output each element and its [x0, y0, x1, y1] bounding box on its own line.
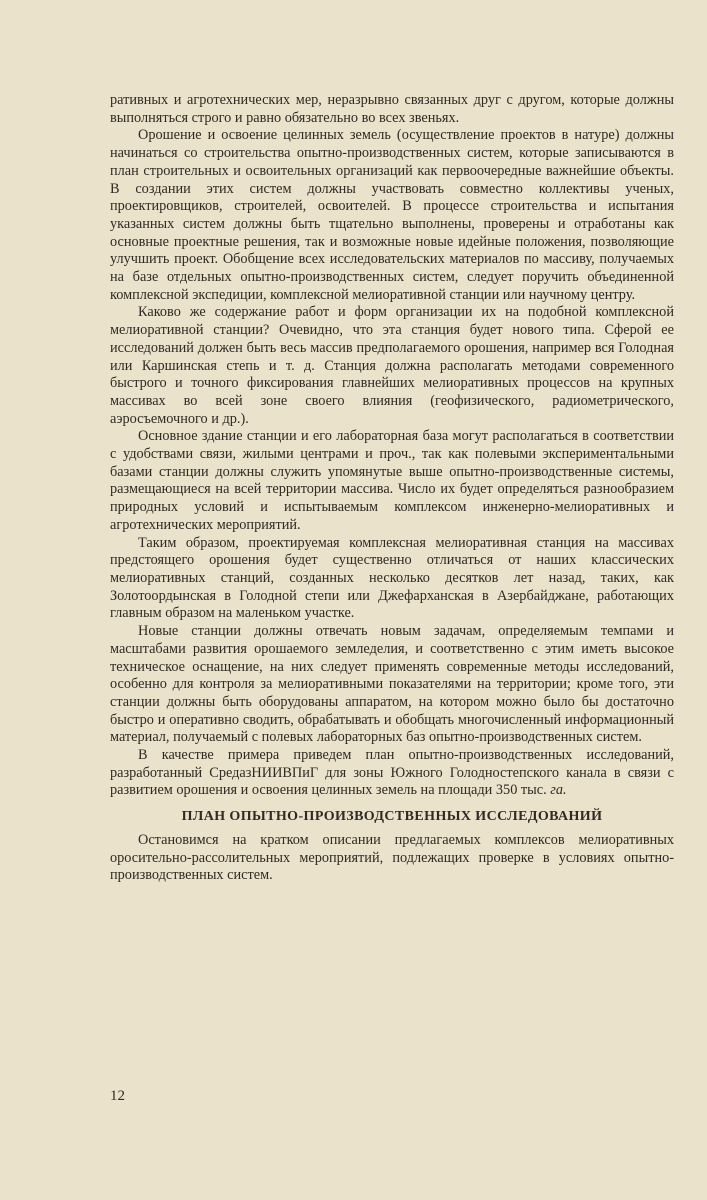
paragraph-6: Новые станции должны отвечать новым задачам, определяемым темпами и масштабами развития орошаемого земледелия, и соответственно с этим иметь высокое техническое оснащение, на них следует применять современные методы исследований, особенно для контроля за мелиоративными показателями на территории; кроме того, эти станции должны быть оборудованы аппаратом, на котором можно было бы достаточно быстро и оперативно сводить, обрабатывать и обобщать многочисленный информационный материал, получаемый с полевых лабораторных баз опытно-производственных систем.: [110, 623, 674, 746]
paragraph-7-text: В качестве примера приведем план опытно-производственных исследований, разработанный СредазНИИВПиГ для зоны Южного Голодностепского канала в связи с развитием орошения и освоения целинных земель на площади 350 тыс.: [110, 747, 674, 799]
body-text: [110, 92, 674, 885]
closing-paragraph: Остановимся на кратком описании предлагаемых комплексов мелиоративных оросительно-рассолительных мероприятий, подлежащих проверке в условиях опытно-производственных систем.: [110, 831, 674, 884]
paragraph-2: Орошение и освоение целинных земель (осуществление проектов в натуре) должны начинаться со строительства опытно-производственных систем, которые записываются в план строительных и освоительных организаций как первоочередные важнейшие объекты. В создании этих систем должны участвовать совместно коллективы ученых, проектировщиков, строителей, освоителей. В процессе строительства и испытания указанных систем должны быть тщательно выполнены, проверены и отработаны как основные проектные решения, так и возможные новые идейные положения, позволяющие улучшить проект. Обобщение всех исследовательских материалов по массиву, получаемых на базе отдельных опытно-производственных систем, следует поручить объединенной комплексной экспедиции, комплексной мелиоративной станции или научному центру.: [110, 127, 674, 303]
paragraph-3: Каково же содержание работ и форм организации их на подобной комплексной мелиоративной станции? Очевидно, что эта станция будет нового типа. Сферой ее исследований должен быть весь массив предполагаемого орошения, например вся Голодная или Каршинская степь и т. д. Станция должна располагать методами современного быстрого и точного фиксирования главнейших мелиоративных процессов на крупных массивах во всей зоне своего влияния (геофизического, радиометрического, аэросъемочного и др.).: [110, 304, 674, 427]
page-number: 12: [110, 1088, 125, 1104]
section-heading: ПЛАН ОПЫТНО-ПРОИЗВОДСТВЕННЫХ ИССЛЕДОВАНИЙ: [181, 809, 603, 825]
paragraph-1: ративных и агротехнических мер, неразрывно связанных друг с другом, которые должны выполняться строго и равно обязательно во всех звеньях.: [110, 92, 674, 126]
paragraph-7: [110, 747, 674, 800]
paragraph-4: Основное здание станции и его лабораторная база могут располагаться в соответствии с удобствами связи, жилыми центрами и проч., так как полевыми экспериментальными базами станции должны служить упомянутые выше опытно-производственные системы, размещающиеся на всей территории массива. Число их будет определяться разнообразием природных условий и испытываемым комплексом инженерно-мелиоративных и агротехнических мероприятий.: [110, 428, 674, 533]
area-unit: га.: [550, 782, 567, 799]
paragraph-5: Таким образом, проектируемая комплексная мелиоративная станция на массивах предстоящего орошения будет существенно отличаться от наших классических мелиоративных станций, созданных несколько десятков лет назад, таких, как Золотоордынская в Голодной степи или Джефарханская в Азербайджане, работающих главным образом на маленьком участке.: [110, 534, 674, 622]
